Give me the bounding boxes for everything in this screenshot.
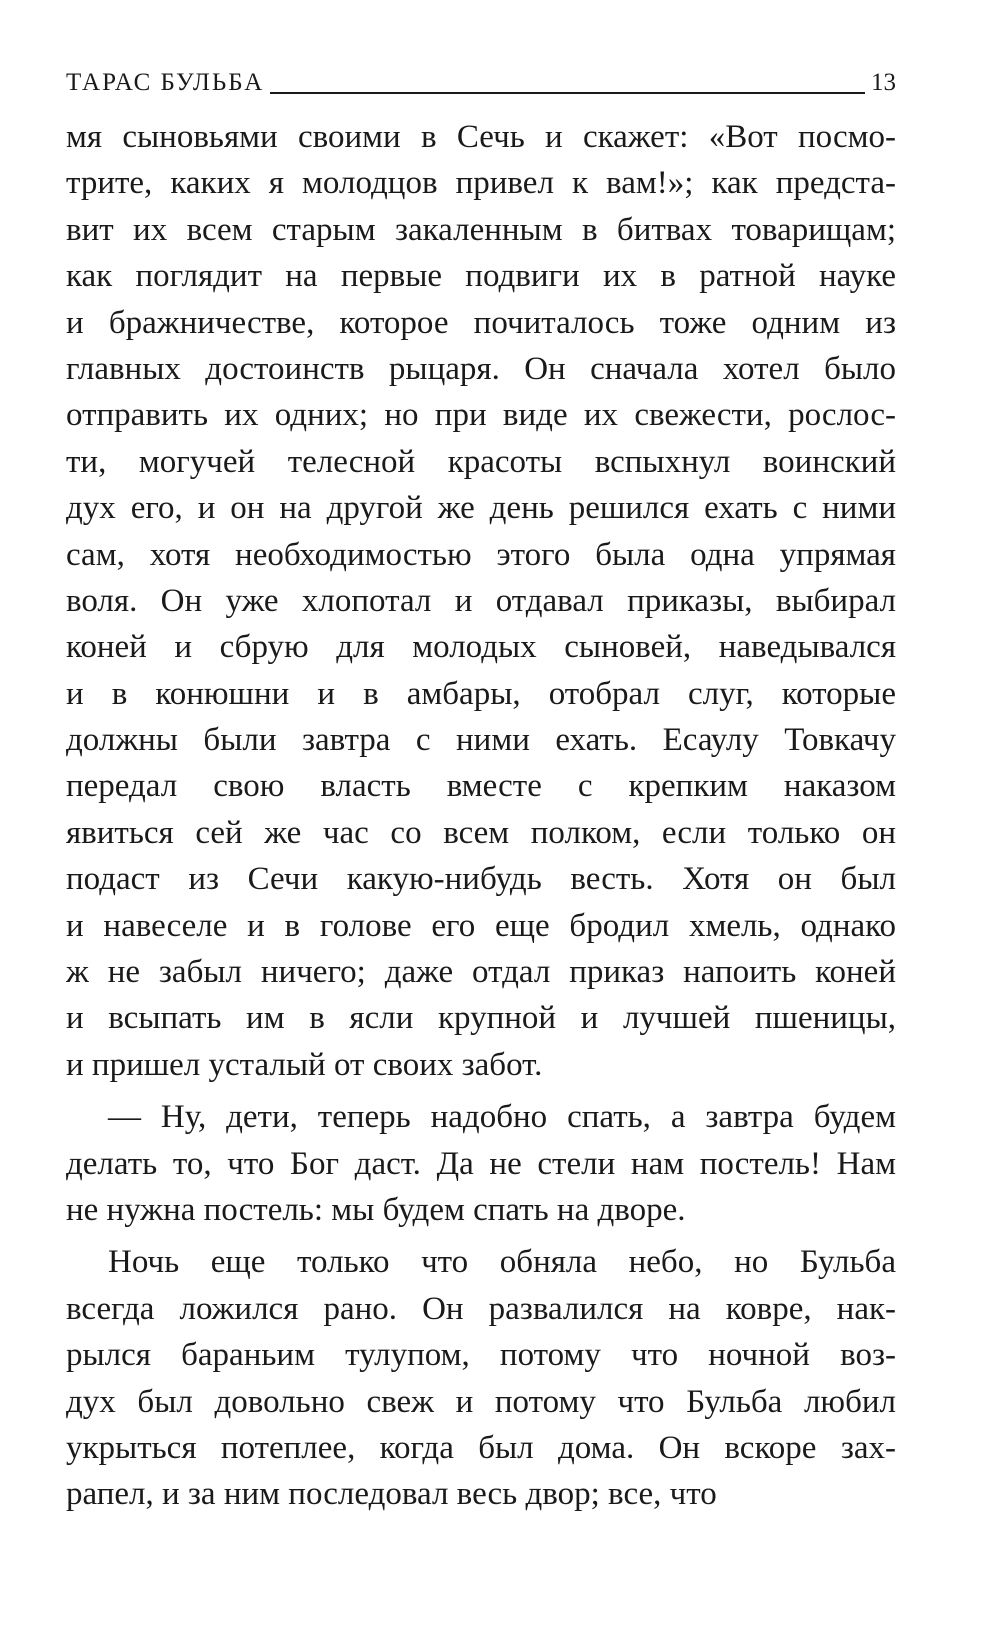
text-line: явиться сей же час со всем полком, если только он (66, 814, 896, 851)
text-line: Ночь еще только что обняла небо, но Бульба (108, 1244, 896, 1281)
text-line: ти, могучей телесной красоты вспыхнул воинский (66, 443, 896, 480)
text-line: трите, каких я молодцов привел к вам!»; как предста- (66, 165, 896, 202)
text-line: делать то, что Бог даст. Да не стели нам постель! Нам (66, 1145, 896, 1182)
text-line: коней и сбрую для молодых сыновей, наведывался (66, 629, 896, 666)
page-number: 13 (871, 69, 896, 96)
text-line: отправить их одних; но при виде их свежести, рослос- (66, 397, 896, 434)
text-line: должны были завтра с ними ехать. Есаулу Товкачу (66, 722, 896, 759)
paragraph (66, 1239, 896, 1517)
text-line: всегда ложился рано. Он развалился на ковре, нак- (66, 1290, 896, 1327)
running-head-title: ТАРАС БУЛЬБА (66, 69, 265, 96)
text-line: не нужна постель: мы будем спать на дворе. (66, 1191, 686, 1228)
text-line: сам, хотя необходимостью этого была одна упрямая (66, 536, 896, 573)
text-line: и бражничестве, которое почиталось тоже одним из (66, 304, 896, 341)
text-line: дух был довольно свеж и потому что Бульба любил (66, 1383, 896, 1420)
running-head (66, 58, 896, 98)
text-line: главных достоинств рыцаря. Он сначала хотел было (66, 350, 896, 387)
text-line: рапел, и за ним последовал весь двор; все, что (66, 1476, 717, 1513)
text-line: ж не забыл ничего; даже отдал приказ напоить коней (66, 954, 896, 991)
text-line: и навеселе и в голове его еще бродил хмель, однако (66, 907, 896, 944)
text-line: рылся бараньим тулупом, потому что ночной воз- (66, 1337, 896, 1374)
text-line: воля. Он уже хлопотал и отдавал приказы, выбирал (66, 582, 896, 619)
text-line: передал свою власть вместе с крепким наказом (66, 768, 896, 805)
paragraph (66, 1094, 896, 1233)
text-line: подаст из Сечи какую-нибудь весть. Хотя он был (66, 861, 896, 898)
text-line: дух его, и он на другой же день решился ехать с ними (66, 490, 896, 527)
text-line: и всыпать им в ясли крупной и лучшей пшеницы, (66, 1000, 896, 1037)
text-line: и пришел усталый от своих забот. (66, 1046, 543, 1083)
text-line: — Ну, дети, теперь надобно спать, а завтра будем (108, 1099, 896, 1136)
running-head-rule (270, 92, 865, 94)
body-text (66, 114, 896, 1518)
text-line: укрыться потеплее, когда был дома. Он вскоре зах- (66, 1429, 896, 1466)
text-line: и в конюшни и в амбары, отобрал слуг, которые (66, 675, 896, 712)
text-line: мя сыновьями своими в Сечь и скажет: «Вот посмо- (66, 119, 896, 155)
paragraph (66, 114, 896, 1088)
text-line: вит их всем старым закаленным в битвах товарищам; (66, 211, 896, 248)
text-line: как поглядит на первые подвиги их в ратной науке (66, 258, 896, 295)
